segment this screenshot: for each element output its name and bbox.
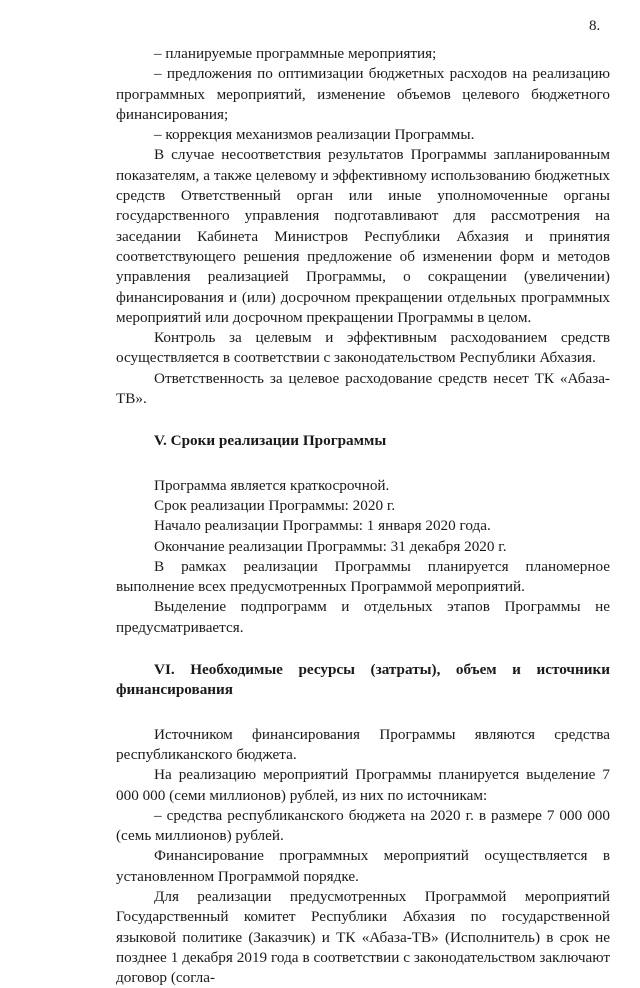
paragraph-end-date: Окончание реализации Программы: 31 декабря 2020 г. [154, 537, 507, 555]
paragraph-short-term: Программа является краткосрочной. [154, 476, 390, 494]
paragraph-term: Срок реализации Программы: 2020 г. [154, 496, 396, 514]
section-gap [116, 409, 610, 431]
paragraph-financing-order: Финансирование программных мероприятий осуществляется в установленном Программой порядке. [116, 847, 610, 885]
section-heading-6: VI. Необходимые ресурсы (затраты), объем и источники финансирования [116, 661, 610, 699]
section-gap [116, 701, 610, 725]
paragraph-funding-source: Источником финансирования Программы являются средства республиканского бюджета. [116, 725, 610, 763]
paragraph-nonconformity: В случае несоответствия результатов Программы запланированным показателям, а также целевому и эффективному использованию бюджетных средств Ответственный орган или иные уполномоченные органы государственного управления подготавливают для рассмотрения на заседании Кабинета Министров Республики Абхазия и принятия соответствующего решения предложение об изменении форм и методов управления реализацией Программы, о сокращении (увеличении) финансирования и (или) досрочном прекращении отдельных программных мероприятий или досрочном прекращении Программы в целом. [116, 146, 610, 326]
section-gap [116, 638, 610, 660]
paragraph-contract: Для реализации предусмотренных Программой мероприятий Государственный комитет Республики Абхазия по государственной языковой политике (Заказчик) и ТК «Абаза-ТВ» (Исполнитель) в срок не позднее 1 декабря 2019 года в соответствии с законодательством заключают договор (согла- [116, 887, 610, 987]
list-item-mechanism-correction: – коррекция механизмов реализации Программы. [154, 126, 475, 144]
paragraph-allocation: На реализацию мероприятий Программы планируется выделение 7 000 000 (семи миллионов) рублей, из них по источникам: [116, 766, 610, 804]
document-body [116, 44, 610, 988]
page-number: 8. [589, 18, 601, 34]
paragraph-planned-execution: В рамках реализации Программы планируется планомерное выполнение всех предусмотренных Программой мероприятий. [116, 557, 610, 596]
paragraph-control: Контроль за целевым и эффективным расходованием средств осуществляется в соответствии с законодательством Республики Абхазия. [116, 329, 610, 367]
list-item-planned-activities: – планируемые программные мероприятия; [154, 45, 437, 62]
paragraph-start-date: Начало реализации Программы: 1 января 2020 года. [154, 517, 491, 535]
paragraph-responsibility: Ответственность за целевое расходование средств несет ТК «Абаза-ТВ». [116, 369, 610, 408]
list-item-optimization-proposals: – предложения по оптимизации бюджетных расходов на реализацию программных мероприятий, изменение объемов целевого бюджетного финансирования; [116, 65, 610, 123]
list-item-budget-funds: – средства республиканского бюджета на 2020 г. в размере 7 000 000 (семь миллионов) рублей. [116, 806, 610, 845]
section-gap [116, 452, 610, 476]
section-heading-5: V. Сроки реализации Программы [154, 432, 387, 450]
paragraph-subprograms: Выделение подпрограмм и отдельных этапов Программы не предусматривается. [116, 598, 610, 636]
